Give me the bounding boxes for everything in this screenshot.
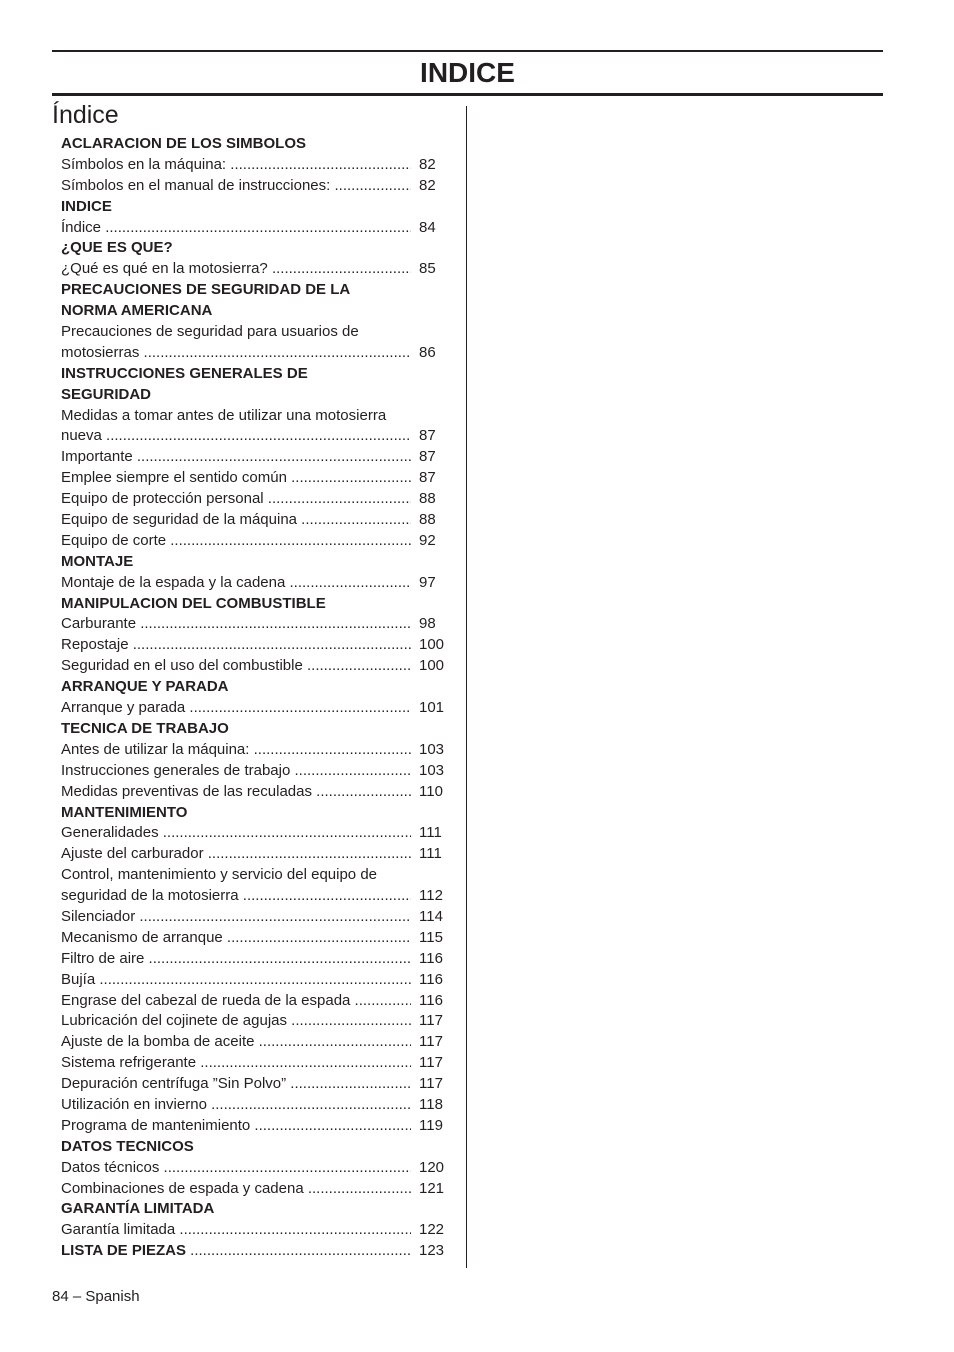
toc-entry[interactable] [61,614,451,635]
toc-entry[interactable] [61,1116,451,1137]
toc-entry-page: 117 [419,1075,443,1093]
toc-entry-page: 111 [419,845,442,863]
toc-entry[interactable] [61,447,451,468]
toc-entry-title: Repostaje ..... [61,635,411,656]
toc-entry-page: 82 [419,155,436,173]
toc-entry[interactable] [61,698,451,719]
toc-entry[interactable] [61,1220,451,1241]
toc-entry-title: Índice ..... [61,218,411,239]
toc-entry[interactable] [61,928,451,949]
toc-heading: INSTRUCCIONES GENERALES DE [61,364,308,382]
toc-entry-title: Ajuste del carburador ..... [61,844,411,865]
toc-entry-page: 98 [419,615,436,633]
toc-entry-title: Instrucciones generales de trabajo ..... [61,761,411,782]
toc-entry-title: Símbolos en el manual de instrucciones: ..... [61,176,411,197]
toc-entry[interactable] [61,823,451,844]
toc-entry-title: Emplee siempre el sentido común ..... [61,468,411,489]
toc-entry[interactable] [61,907,451,928]
toc-entry[interactable] [61,1095,451,1116]
page-header-title: INDICE [420,57,515,88]
toc-entry[interactable] [61,844,451,865]
toc-entry-page: 112 [419,887,443,905]
toc-entry-page: 101 [419,699,445,717]
toc-entry[interactable] [61,468,451,489]
toc-heading: SEGURIDAD [61,385,152,403]
page-footer: 84 – Spanish [52,1288,140,1305]
toc-entry-page: 103 [419,740,445,758]
toc-heading: PRECAUCIONES DE SEGURIDAD DE LA [61,281,351,299]
toc-heading: ACLARACION DE LOS SIMBOLOS [61,135,307,152]
toc-entry-title: nueva ..... [61,426,411,447]
toc-entry-page: 103 [419,761,445,779]
toc-text-line: Control, mantenimiento y servicio del equipo de [61,866,378,884]
toc-entry-page: 118 [419,1095,443,1113]
toc-heading: DATOS TECNICOS [61,1137,194,1155]
toc-entry[interactable] [61,740,451,761]
toc-entry-title: Importante ..... [61,447,411,468]
toc-entry-page: 100 [419,636,445,654]
toc-entry[interactable] [61,761,451,782]
toc-text-line: Precauciones de seguridad para usuarios de [61,323,359,341]
toc-heading: ¿QUE ES QUE? [61,239,173,257]
toc-entry[interactable] [61,1053,451,1074]
toc-entry[interactable] [61,1074,451,1095]
toc-entry[interactable] [61,1158,451,1179]
toc-entry-page: 117 [419,1054,443,1072]
toc-entry-title: Depuración centrífuga ”Sin Polvo” ..... [61,1074,411,1095]
toc-entry-page: 114 [419,907,443,925]
toc-entry[interactable] [61,531,451,552]
toc-entry-title: Datos técnicos ..... [61,1158,411,1179]
toc-entry-title: Filtro de aire ..... [61,949,411,970]
toc-entry-page: 116 [419,949,443,967]
toc-entry-title: Lubricación del cojinete de agujas ..... [61,1011,411,1032]
toc-entry-page: 121 [419,1179,445,1197]
toc-entry-title: Bujía ..... [61,970,411,991]
toc-heading: NORMA AMERICANA [61,302,213,320]
toc-entry[interactable] [61,1011,451,1032]
toc-entry[interactable] [61,343,451,364]
toc-entry[interactable] [61,656,451,677]
toc-entry-title: Seguridad en el uso del combustible ..... [61,656,411,677]
toc-entry-page: 110 [419,782,443,800]
toc-entry-page: 116 [419,991,443,1009]
toc-entry-title: Montaje de la espada y la cadena ..... [61,573,411,594]
toc-entry-page: 123 [419,1242,445,1260]
toc-entry-title: Silenciador ..... [61,907,411,928]
toc-entry-page: 119 [419,1116,443,1134]
toc-entry[interactable] [61,1032,451,1053]
toc-entry-title: LISTA DE PIEZAS ..... [61,1241,411,1262]
toc-entry-title: Antes de utilizar la máquina: ..... [61,740,411,761]
toc-entry-page: 88 [419,511,436,529]
toc-entry-page: 87 [419,427,436,445]
toc-entry[interactable] [61,218,451,239]
toc-entry[interactable] [61,155,451,176]
section-title: Índice [52,101,119,129]
toc-heading: GARANTÍA LIMITADA [61,1200,215,1218]
toc-heading: MANTENIMIENTO [61,803,188,821]
toc-entry-title: Combinaciones de espada y cadena ..... [61,1179,411,1200]
toc-entry[interactable] [61,970,451,991]
toc-entry-page: 82 [419,176,436,194]
toc-entry-page: 92 [419,531,436,549]
toc-entry-page: 84 [419,218,436,236]
toc-entry[interactable] [61,949,451,970]
toc-entry-title: ¿Qué es qué en la motosierra? ..... [61,259,411,280]
table-of-contents [61,134,451,1262]
toc-entry-page: 122 [419,1221,445,1239]
toc-entry-title: Utilización en invierno ..... [61,1095,411,1116]
toc-entry-title: Programa de mantenimiento ..... [61,1116,411,1137]
toc-entry-title: Equipo de seguridad de la máquina ..... [61,510,411,531]
toc-entry[interactable] [61,573,451,594]
toc-heading: MANIPULACION DEL COMBUSTIBLE [61,594,326,612]
toc-entry-page: 100 [419,657,445,675]
header-top-rule [52,50,883,52]
toc-entry[interactable] [61,886,451,907]
toc-text-line: Medidas a tomar antes de utilizar una motosierra [61,406,387,424]
toc-entry-title: Carburante ..... [61,614,411,635]
toc-entry-title: Garantía limitada ..... [61,1220,411,1241]
toc-entry-page: 87 [419,448,436,466]
toc-entry-page: 115 [419,928,443,946]
toc-entry[interactable] [61,1179,451,1200]
toc-entry-title: Equipo de corte ..... [61,531,411,552]
toc-entry-page: 120 [419,1158,445,1176]
toc-entry-page: 88 [419,490,436,508]
toc-heading: TECNICA DE TRABAJO [61,719,229,737]
toc-entry-page: 117 [419,1033,443,1051]
column-divider [466,106,467,1268]
toc-entry-page: 86 [419,343,436,361]
toc-entry-title: Engrase del cabezal de rueda de la espada ..... [61,991,411,1012]
toc-entry-title: Equipo de protección personal ..... [61,489,411,510]
toc-entry-page: 85 [419,260,436,278]
toc-entry[interactable] [61,782,451,803]
toc-entry-page: 111 [419,824,442,842]
toc-entry-title: seguridad de la motosierra ..... [61,886,411,907]
toc-entry-page: 87 [419,469,436,487]
toc-entry[interactable] [61,426,451,447]
toc-heading: MONTAJE [61,552,134,570]
toc-entry[interactable] [61,510,451,531]
toc-entry-title: Arranque y parada ..... [61,698,411,719]
toc-entry-page: 97 [419,573,436,591]
toc-entry[interactable] [61,991,451,1012]
toc-entry-page: 117 [419,1012,443,1030]
toc-entry-title: Símbolos en la máquina: ..... [61,155,411,176]
toc-entry[interactable] [61,259,451,280]
toc-entry-title: Ajuste de la bomba de aceite ..... [61,1032,411,1053]
toc-entry-title: Medidas preventivas de las reculadas ..... [61,782,411,803]
toc-entry[interactable] [61,176,451,197]
toc-entry-title: Mecanismo de arranque ..... [61,928,411,949]
toc-entry[interactable] [61,489,451,510]
header-bottom-rule [52,93,883,96]
toc-entry[interactable] [61,635,451,656]
toc-entry-title: Generalidades ..... [61,823,411,844]
toc-entry-page: 116 [419,970,443,988]
toc-entry-title: Sistema refrigerante ..... [61,1053,411,1074]
toc-heading: INDICE [61,197,112,215]
toc-entry-title: motosierras ..... [61,343,411,364]
toc-entry[interactable] [61,1241,451,1262]
toc-heading: ARRANQUE Y PARADA [61,678,229,696]
